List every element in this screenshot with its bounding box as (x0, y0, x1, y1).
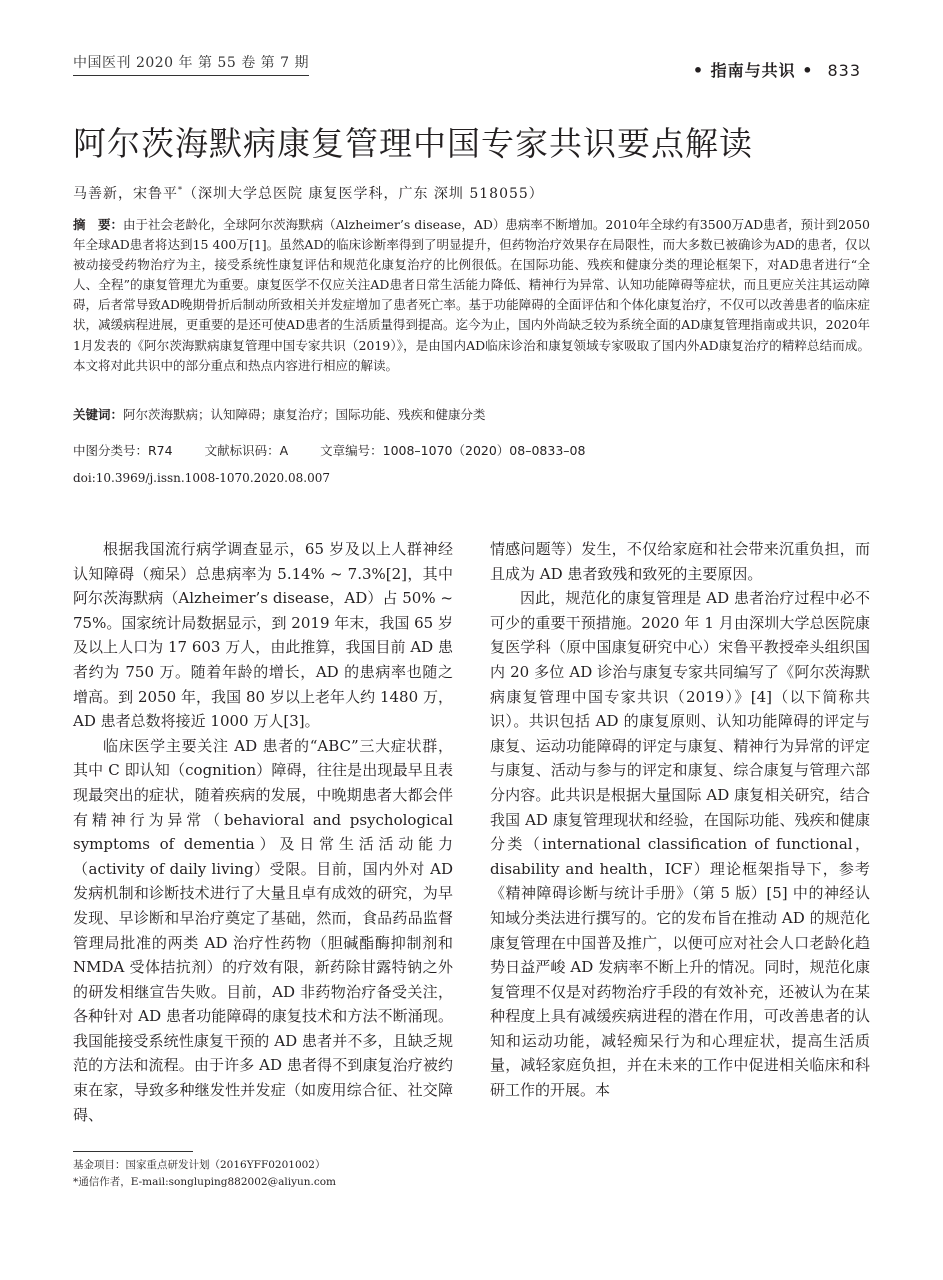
author-line (73, 183, 544, 203)
corresponding-mark: * (178, 185, 183, 195)
article-title: 阿尔茨海默病康复管理中国专家共识要点解读 (73, 124, 753, 163)
body-column-right (490, 537, 870, 1103)
abstract (73, 215, 870, 376)
body-paragraph: 临床医学主要关注 AD 患者的“ABC”三大症状群，其中 C 即认知（cognition）障碍，往往是出现最早且表现最突出的症状，随着疾病的发展，中晚期患者大都会伴有精神行为异常（behavioral and psychological symptoms of dementia）及日常生活活动能力（activity of daily living）受限。目前，国内外对 AD 发病机制和诊断技术进行了大量且卓有成效的研究，为早发现、早诊断和早治疗奠定了基础，然而，食品药品监督管理局批准的两类 AD 治疗性药物（胆碱酯酶抑制剂和 NMDA 受体拮抗剂）的疗效有限，新药除甘露特钠之外的研发相继宣告失败。目前，AD 非药物治疗备受关注，各种针对 AD 患者功能障碍的康复技术和方法不断涌现。我国能接受系统性康复干预的 AD 患者并不多，且缺乏规范的方法和流程。由于许多 AD 患者得不到康复治疗被约束在家，导致多种继发性并发症（如废用综合征、社交障碍、 (73, 736, 453, 1124)
body-paragraph: 因此，规范化的康复管理是 AD 患者治疗过程中必不可少的重要干预措施。2020 年 1 月由深圳大学总医院康复医学科（原中国康复研究中心）宋鲁平教授牵头组织国内 20 多位 AD 诊治与康复专家共同编写了《阿尔茨海默病康复管理中国专家共识（2019）》[4]（以下简称共识）。共识包括 AD 的康复原则、认知功能障碍的评定与康复、运动功能障碍的评定与康复、精神行为异常的评定与康复、活动与参与的评定和康复、综合康复与管理六部分内容。此共识是根据大量国际 AD 康复相关研究，结合我国 AD 康复管理现状和经验，在国际功能、残疾和健康分类（international classification of functional，disability and health，ICF）理论框架指导下，参考《精神障碍诊断与统计手册》（第 5 版）[5] 中的神经认知域分类法进行撰写的。它的发布旨在推动 AD 的规范化康复管理在中国普及推广，以便可应对社会人口老龄化趋势日益严峻 AD 发病率不断上升的情况。同时，规范化康复管理不仅是对药物治疗手段的有效补充，还被认为在某种程度上具有减缓疾病进程的潜在作用，可改善患者的认知和运动功能，减轻痴呆行为和心理症状，提高生活质量，减轻家庭负担，并在未来的工作中促进相关临床和科研工作的开展。本 (490, 589, 870, 1100)
classification-meta (73, 441, 613, 459)
page-number: 833 (827, 61, 861, 80)
affiliation: （深圳大学总医院 康复医学科，广东 深圳 518055） (183, 186, 544, 202)
keywords-label: 关键词： (73, 407, 124, 422)
abstract-label: 摘 要： (73, 217, 124, 232)
footnote-divider (73, 1151, 193, 1152)
keywords (73, 405, 870, 423)
authors: 马善新，宋鲁平 (73, 186, 178, 202)
running-header (693, 58, 861, 81)
body-paragraph-continued: 情感问题等）发生，不仅给家庭和社会带来沉重负担，而且成为 AD 患者致残和致死的主要原因。 (490, 540, 870, 583)
article-number: 文章编号：1008–1070（2020）08–0833–08 (320, 443, 586, 458)
corresponding-footnote[interactable]: *通信作者，E-mail:songluping882002@aliyun.com (73, 1176, 337, 1188)
keywords-text: 阿尔茨海默病；认知障碍；康复治疗；国际功能、残疾和健康分类 (123, 407, 486, 422)
section-label: • 指南与共识 • (692, 61, 814, 80)
body-column-left (73, 537, 453, 1127)
body-paragraph: 根据我国流行病学调查显示，65 岁及以上人群神经认知障碍（痴呆）总患病率为 5.14% ~ 7.3%[2]，其中阿尔茨海默病（Alzheimer’s disease，AD）占 50% ~ 75%。国家统计局数据显示，到 2019 年末，我国 65 岁及以上人口为 17 603 万人，由此推算，我国目前 AD 患者约为 750 万。随着年龄的增长，AD 的患病率也随之增高。到 2050 年，我国 80 岁以上老年人约 1480 万，AD 患者总数将接近 1000 万人[3]。 (73, 540, 453, 731)
journal-issue: 中国医刊 2020 年 第 55 卷 第 7 期 (73, 52, 309, 76)
doi[interactable]: doi:10.3969/j.issn.1008-1070.2020.08.007 (73, 471, 330, 485)
abstract-text: 由于社会老龄化，全球阿尔茨海默病（Alzheimer’s disease，AD）患病率不断增加。2010年全球约有3500万AD患者，预计到2050年全球AD患者将达到15 400万[1]。虽然AD的临床诊断率得到了明显提升，但药物治疗效果存在局限性，而大多数已被确诊为AD的患者，仅以被动接受药物治疗为主，接受系统性康复评估和规范化康复治疗的比例很低。在国际功能、残疾和健康分类的理论框架下，对AD患者进行“全人、全程”的康复管理尤为重要。康复医学不仅应关注AD患者日常生活能力降低、精神行为异常、认知功能障碍等症状，而且更应关注其运动障碍，后者常导致AD晚期骨折后制动所致相关并发症增加了患者死亡率。基于功能障碍的全面评估和个体化康复治疗，不仅可以改善患者的临床症状，减缓病程进展，更重要的是还可使AD患者的生活质量得到提高。迄今为止，国内外尚缺乏较为系统全面的AD康复管理指南或共识，2020年1月发表的《阿尔茨海默病康复管理中国专家共识（2019）》，是由国内AD临床诊治和康复领域专家吸取了国内外AD康复治疗的精粹总结而成。本文将对此共识中的部分重点和热点内容进行相应的解读。 (73, 217, 871, 373)
document-code: 文献标识码：A (204, 443, 289, 458)
clc-number: 中图分类号：R74 (73, 443, 173, 458)
funding-footnote: 基金项目：国家重点研发计划（2016YFF0201002） (73, 1159, 326, 1171)
